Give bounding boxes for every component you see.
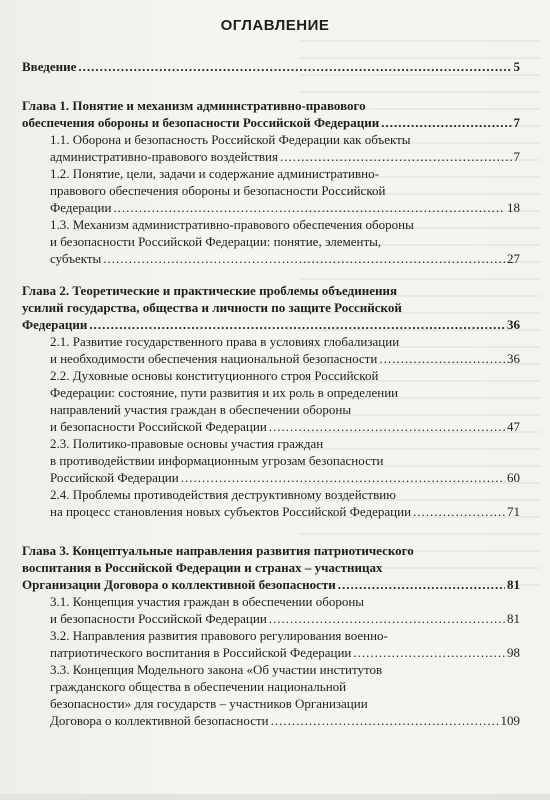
leader-dots — [280, 148, 512, 165]
toc-entry-text: Российской Федерации — [50, 470, 179, 485]
toc-entry-text: 1.2. Понятие, цели, задачи и содержание административно- — [50, 166, 379, 181]
leader-dots — [271, 712, 499, 729]
toc-page-number: 5 — [513, 59, 520, 74]
toc-entry-section-2-2 — [22, 367, 520, 435]
toc-entry-text: и безопасности Российской Федерации — [50, 611, 267, 626]
toc-entry-introduction — [22, 58, 520, 75]
toc-entry-section-1-1 — [22, 131, 520, 165]
toc-entry-text: Введение — [22, 59, 77, 74]
toc-page-number: 60 — [507, 470, 520, 485]
leader-dots — [78, 58, 511, 75]
leader-dots — [269, 610, 505, 627]
toc-entry-section-3-1 — [22, 593, 520, 627]
page-title: ОГЛАВЛЕНИЕ — [220, 17, 330, 34]
leader-dots — [413, 503, 505, 520]
toc-entry-text: Организации Договора о коллективной безопасности — [22, 577, 336, 592]
toc-entry-text: и необходимости обеспечения национальной безопасности — [50, 351, 378, 366]
toc-page-number: 36 — [507, 351, 520, 366]
toc-entry-text: правового обеспечения обороны и безопасности Российской — [50, 183, 386, 198]
toc-entry-text: 1.1. Оборона и безопасность Российской Федерации как объекты — [50, 132, 411, 147]
toc-entry-text: Глава 3. Концептуальные направления развития патриотического — [22, 543, 414, 558]
toc-page-number: 7 — [513, 115, 520, 130]
toc-entry-text: 3.3. Концепция Модельного закона «Об участии институтов — [50, 662, 383, 677]
toc-page-number: 18 — [507, 200, 520, 215]
table-of-contents — [22, 58, 520, 729]
toc-entry-text: в противодействии информационным угрозам безопасности — [50, 453, 384, 468]
leader-dots — [338, 576, 505, 593]
page-bottom-edge — [0, 794, 550, 800]
toc-entry-text: гражданского общества в обеспечении национальной — [50, 679, 347, 694]
toc-entry-text: 3.1. Концепция участия граждан в обеспечении обороны — [50, 594, 365, 609]
toc-entry-text: патриотического воспитания в Российской Федерации — [50, 645, 352, 660]
toc-entry-text: субъекты — [50, 251, 102, 266]
toc-entry-text: Федерации — [50, 200, 112, 215]
toc-page-number: 47 — [507, 419, 520, 434]
toc-page-number: 98 — [507, 645, 520, 660]
toc-entry-text: усилий государства, общества и личности по защите Российской — [22, 300, 402, 315]
toc-entry-text: 3.2. Направления развития правового регулирования военно- — [50, 628, 388, 643]
toc-entry-section-1-3 — [22, 216, 520, 267]
toc-entry-section-3-3 — [22, 661, 520, 729]
toc-entry-text: Договора о коллективной безопасности — [50, 713, 269, 728]
toc-entry-text: 2.3. Политико-правовые основы участия граждан — [50, 436, 324, 451]
toc-entry-text: Глава 2. Теоретические и практические проблемы объединения — [22, 283, 397, 298]
toc-entry-section-1-2 — [22, 165, 520, 216]
toc-entry-text: 2.1. Развитие государственного права в условиях глобализации — [50, 334, 400, 349]
toc-entry-text: воспитания в Российской Федерации и странах – участницах — [22, 560, 383, 575]
toc-entry-text: административно-правового воздействия — [50, 149, 278, 164]
toc-page-number: 7 — [513, 149, 520, 164]
leader-dots — [89, 316, 505, 333]
toc-entry-section-2-3 — [22, 435, 520, 486]
toc-entry-text: Глава 1. Понятие и механизм административно-правового — [22, 98, 366, 113]
toc-entry-text: и безопасности Российской Федерации: понятие, элементы, — [50, 234, 382, 249]
toc-entry-text: Федерации: состояние, пути развития и их роль в определении — [50, 385, 399, 400]
toc-entry-text: 1.3. Механизм административно-правового обеспечения обороны — [50, 217, 414, 232]
toc-entry-text: Федерации — [22, 317, 88, 332]
toc-entry-text: и безопасности Российской Федерации — [50, 419, 267, 434]
leader-dots — [381, 114, 511, 131]
leader-dots — [113, 199, 505, 216]
toc-entry-chapter-2 — [22, 282, 520, 333]
leader-dots — [181, 469, 505, 486]
toc-page-number: 71 — [507, 504, 520, 519]
toc-page-number: 27 — [507, 251, 520, 266]
leader-dots — [353, 644, 505, 661]
toc-page-number: 81 — [507, 577, 520, 592]
leader-dots — [269, 418, 505, 435]
toc-entry-text: 2.4. Проблемы противодействия деструктивному воздействию — [50, 487, 396, 502]
toc-entry-text: на процесс становления новых субъектов Российской Федерации — [50, 504, 412, 519]
toc-page-number: 81 — [507, 611, 520, 626]
toc-entry-text: безопасности» для государств – участников Организации — [50, 696, 368, 711]
toc-page-number: 36 — [507, 317, 520, 332]
toc-entry-section-2-1 — [22, 333, 520, 367]
toc-entry-chapter-3 — [22, 542, 520, 593]
leader-dots — [103, 250, 505, 267]
toc-page-number: 109 — [500, 713, 520, 728]
toc-entry-section-3-2 — [22, 627, 520, 661]
toc-entry-chapter-1 — [22, 97, 520, 131]
toc-entry-section-2-4 — [22, 486, 520, 520]
toc-entry-text: 2.2. Духовные основы конституционного строя Российской — [50, 368, 379, 383]
toc-entry-text: обеспечения обороны и безопасности Российской Федерации — [22, 115, 380, 130]
leader-dots — [379, 350, 505, 367]
toc-entry-text: направлений участия граждан в обеспечении обороны — [50, 402, 352, 417]
